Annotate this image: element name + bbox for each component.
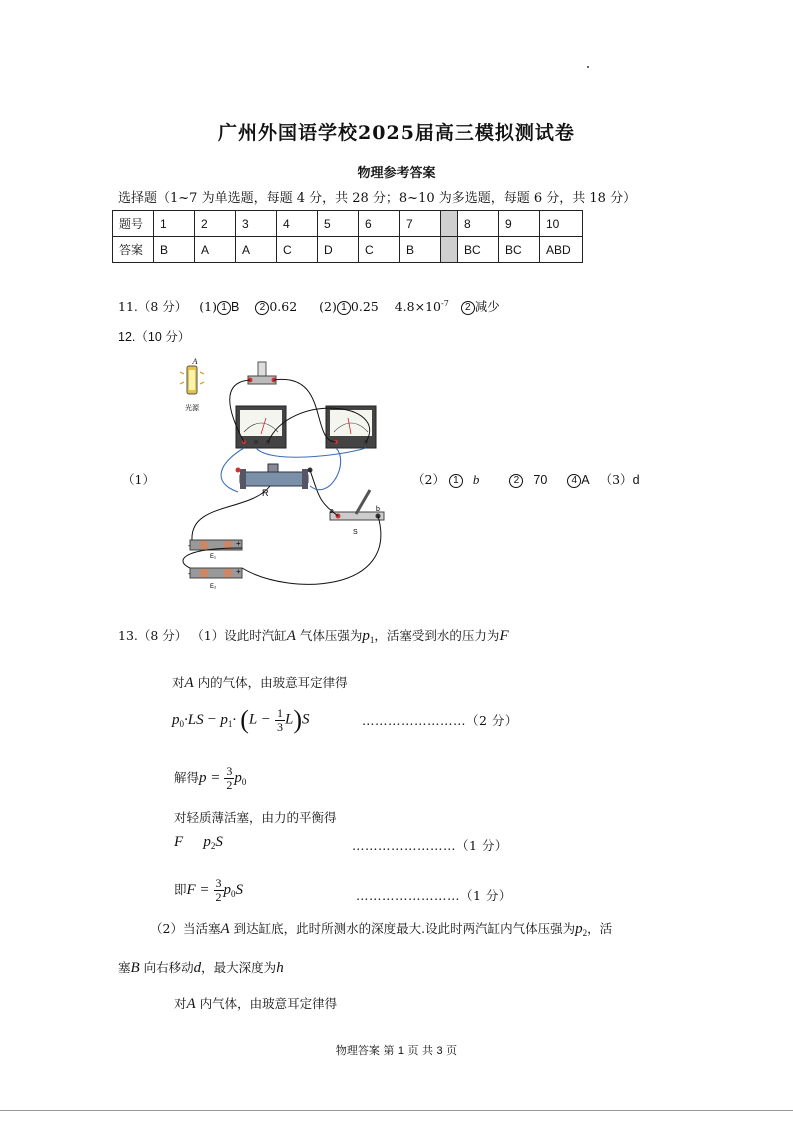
var-d: d	[193, 960, 202, 976]
eq-term: F	[174, 834, 184, 850]
q13-line1	[118, 626, 509, 645]
eq-term: $p_0S$	[223, 882, 244, 899]
battery-e1-label: E₁	[210, 554, 217, 560]
table-row	[113, 211, 583, 237]
q13-head: 13.（8 分）	[118, 628, 188, 643]
q13-p3-a: 塞	[118, 960, 131, 975]
solve-label: 解得	[174, 770, 200, 785]
q11-p2-prefix: (2)	[319, 299, 337, 314]
circle-two-icon: 2	[461, 301, 475, 315]
var-A: A	[220, 921, 230, 937]
circuit-diagram	[170, 352, 400, 602]
eq-term: $p_1\cdot$	[220, 711, 237, 729]
q13-line2-text: 内的气体，由玻意耳定律得	[197, 675, 348, 690]
table-cell: ABD	[540, 237, 583, 263]
q11-answer	[118, 297, 500, 315]
footer-total: 3	[436, 1045, 443, 1057]
q13-p2-a: （2）当活塞	[150, 921, 221, 936]
eq-paren-right: )	[293, 705, 303, 734]
battery-e2-icon	[190, 568, 242, 578]
battery-minus-1: -	[188, 541, 191, 550]
table-cell: 5	[318, 211, 359, 237]
fraction-three-halves: $\frac{3}{2}$	[226, 764, 233, 792]
answer-table	[112, 210, 583, 263]
q13-line1-c: ，活塞受到水的压力为	[374, 628, 500, 643]
light-source-icon	[180, 366, 204, 394]
q11-head: 11.（8 分）	[118, 299, 188, 314]
circle-one-icon: 1	[217, 301, 231, 315]
table-cell: 3	[236, 211, 277, 237]
table-cell: 8	[458, 211, 499, 237]
eq-term: L −	[248, 711, 271, 728]
rheostat-icon	[236, 464, 313, 489]
table-cell: 2	[195, 211, 236, 237]
table-cell: BC	[499, 237, 540, 263]
table-cell: 6	[359, 211, 400, 237]
eq-term: $p_2S$	[203, 834, 223, 851]
q13-line2	[172, 673, 348, 692]
page-bottom-divider	[0, 1110, 793, 1111]
q13-line1-b: 气体压强为	[295, 628, 363, 643]
var-h: h	[276, 960, 284, 976]
table-cell: C	[359, 237, 400, 263]
footer-c: 页	[446, 1044, 458, 1057]
table-cell: C	[277, 237, 318, 263]
eq-term: S	[302, 711, 310, 728]
q12-head: 12.（10 分）	[118, 330, 191, 344]
battery-e2-label: E₂	[210, 584, 217, 590]
q12-ans-b: b	[472, 472, 480, 487]
q11-p1-prefix: (1)	[199, 299, 218, 314]
q12-part3: （3）	[599, 472, 633, 487]
var-B: B	[130, 960, 140, 976]
switch-a-label: a	[330, 508, 334, 515]
q13-line1-a: （1）设此时汽缸	[191, 628, 287, 643]
table-cell: 9	[499, 211, 540, 237]
q13-p2-b: 到达缸底，此时所测水的深度最大.设此时两汽缸内气体压强为	[229, 921, 576, 936]
circle-four-icon: 4	[567, 474, 581, 488]
light-label: 光源	[185, 404, 199, 412]
q11-p1-b: 0.62	[269, 299, 298, 314]
q12-part2: （2）	[412, 472, 445, 487]
q13-last-line	[174, 994, 337, 1013]
circle-two-icon: 2	[255, 301, 269, 315]
score-1a: ……………………（1 分）	[352, 838, 508, 853]
solve-line	[174, 765, 246, 792]
footer-page: 1	[397, 1045, 404, 1057]
page-footer	[0, 1042, 793, 1058]
q13-p3-c: ，最大深度为	[201, 960, 277, 975]
q13-last-b: 内气体，由玻意耳定律得	[195, 996, 338, 1011]
table-cell: D	[318, 237, 359, 263]
q12-ans-d: d	[632, 473, 640, 487]
table-cell: BC	[458, 237, 499, 263]
score-2: ……………………（2 分）	[362, 713, 518, 728]
battery-plus-1: +	[236, 539, 241, 548]
force-result-line	[174, 877, 243, 904]
page-subtitle: 物理参考答案	[357, 166, 436, 181]
switch-b-label: b	[376, 506, 380, 513]
q12-part2-answers	[412, 470, 640, 488]
choice-intro: 选择题（1~7 为单选题，每题 4 分，共 28 分；8~10 为多选题，每题 6 分，共 18 分）	[118, 191, 637, 206]
fraction-one-third: $\frac{1}{3}$	[277, 705, 283, 734]
circle-one-icon: 1	[449, 474, 463, 488]
q13-part2-line1	[150, 919, 612, 938]
circle-one-icon: 1	[337, 301, 351, 315]
q11-p2-a: 0.25	[350, 299, 379, 314]
table-row	[113, 237, 583, 263]
piston-line: 对轻质薄活塞，由力的平衡得	[174, 810, 337, 825]
q13-last-a: 对	[174, 996, 187, 1011]
table-cell: 题号	[113, 211, 154, 237]
q12-ans-a: A	[581, 473, 590, 487]
equation-force	[174, 834, 223, 851]
fraction-three-halves: $\frac{3}{2}$	[215, 876, 222, 904]
var-p2: $p_2$	[575, 921, 588, 938]
table-cell: B	[400, 237, 441, 263]
photoresistor-icon	[248, 362, 277, 384]
table-cell: 答案	[113, 237, 154, 263]
page-mark	[587, 66, 589, 68]
eq-term: $p_0$	[234, 770, 247, 787]
resistor-label: R	[262, 488, 269, 498]
eq-minus: −	[207, 711, 217, 728]
switch-label: S	[353, 529, 358, 536]
footer-b: 页 共	[407, 1044, 433, 1057]
footer-a: 物理答案 第	[335, 1044, 395, 1057]
q11-p1-a: B	[231, 300, 240, 314]
q12-part1: （1）	[122, 472, 155, 487]
eq-term: p =	[199, 770, 221, 786]
var-A: A	[186, 996, 196, 1012]
var-A: A	[184, 675, 194, 691]
battery-plus-2: +	[236, 567, 241, 576]
circle-two-icon: 2	[509, 474, 523, 488]
score-1b: ……………………（1 分）	[356, 888, 512, 903]
table-cell: 10	[540, 211, 583, 237]
q11-p2-b-exp: -7	[440, 298, 449, 308]
eq-term: F =	[186, 882, 210, 898]
table-cell: 4	[277, 211, 318, 237]
ji-label: 即	[174, 882, 187, 897]
q13-part2-line2	[118, 958, 284, 977]
table-cell: 7	[400, 211, 441, 237]
q11-p2-b: 4.8×10	[394, 299, 441, 314]
table-gap	[441, 237, 458, 263]
equation-boyle-1	[172, 705, 310, 735]
eq-paren-left: (	[240, 705, 249, 734]
q13-p3-b: 向右移动	[139, 960, 194, 975]
eq-term: $p_0\cdot LS$	[172, 711, 204, 729]
q13-p2-c: ，活	[587, 921, 613, 936]
var-A: A	[286, 628, 296, 644]
q13-line2-prefix: 对	[172, 675, 185, 690]
page-title: 广州外国语学校2025届高三模拟测试卷	[218, 122, 575, 144]
battery-minus-2: -	[188, 569, 191, 578]
var-p1: $p_1$	[362, 628, 375, 645]
table-cell: A	[195, 237, 236, 263]
table-cell: A	[236, 237, 277, 263]
eq-term: L	[285, 711, 294, 728]
q11-p2-c: 减少	[474, 299, 500, 314]
light-letter: A	[192, 357, 198, 366]
table-cell: 1	[154, 211, 195, 237]
var-F: F	[499, 628, 509, 644]
table-cell: B	[154, 237, 195, 263]
table-gap	[441, 211, 458, 237]
q12-ans-70: 70	[533, 473, 548, 487]
